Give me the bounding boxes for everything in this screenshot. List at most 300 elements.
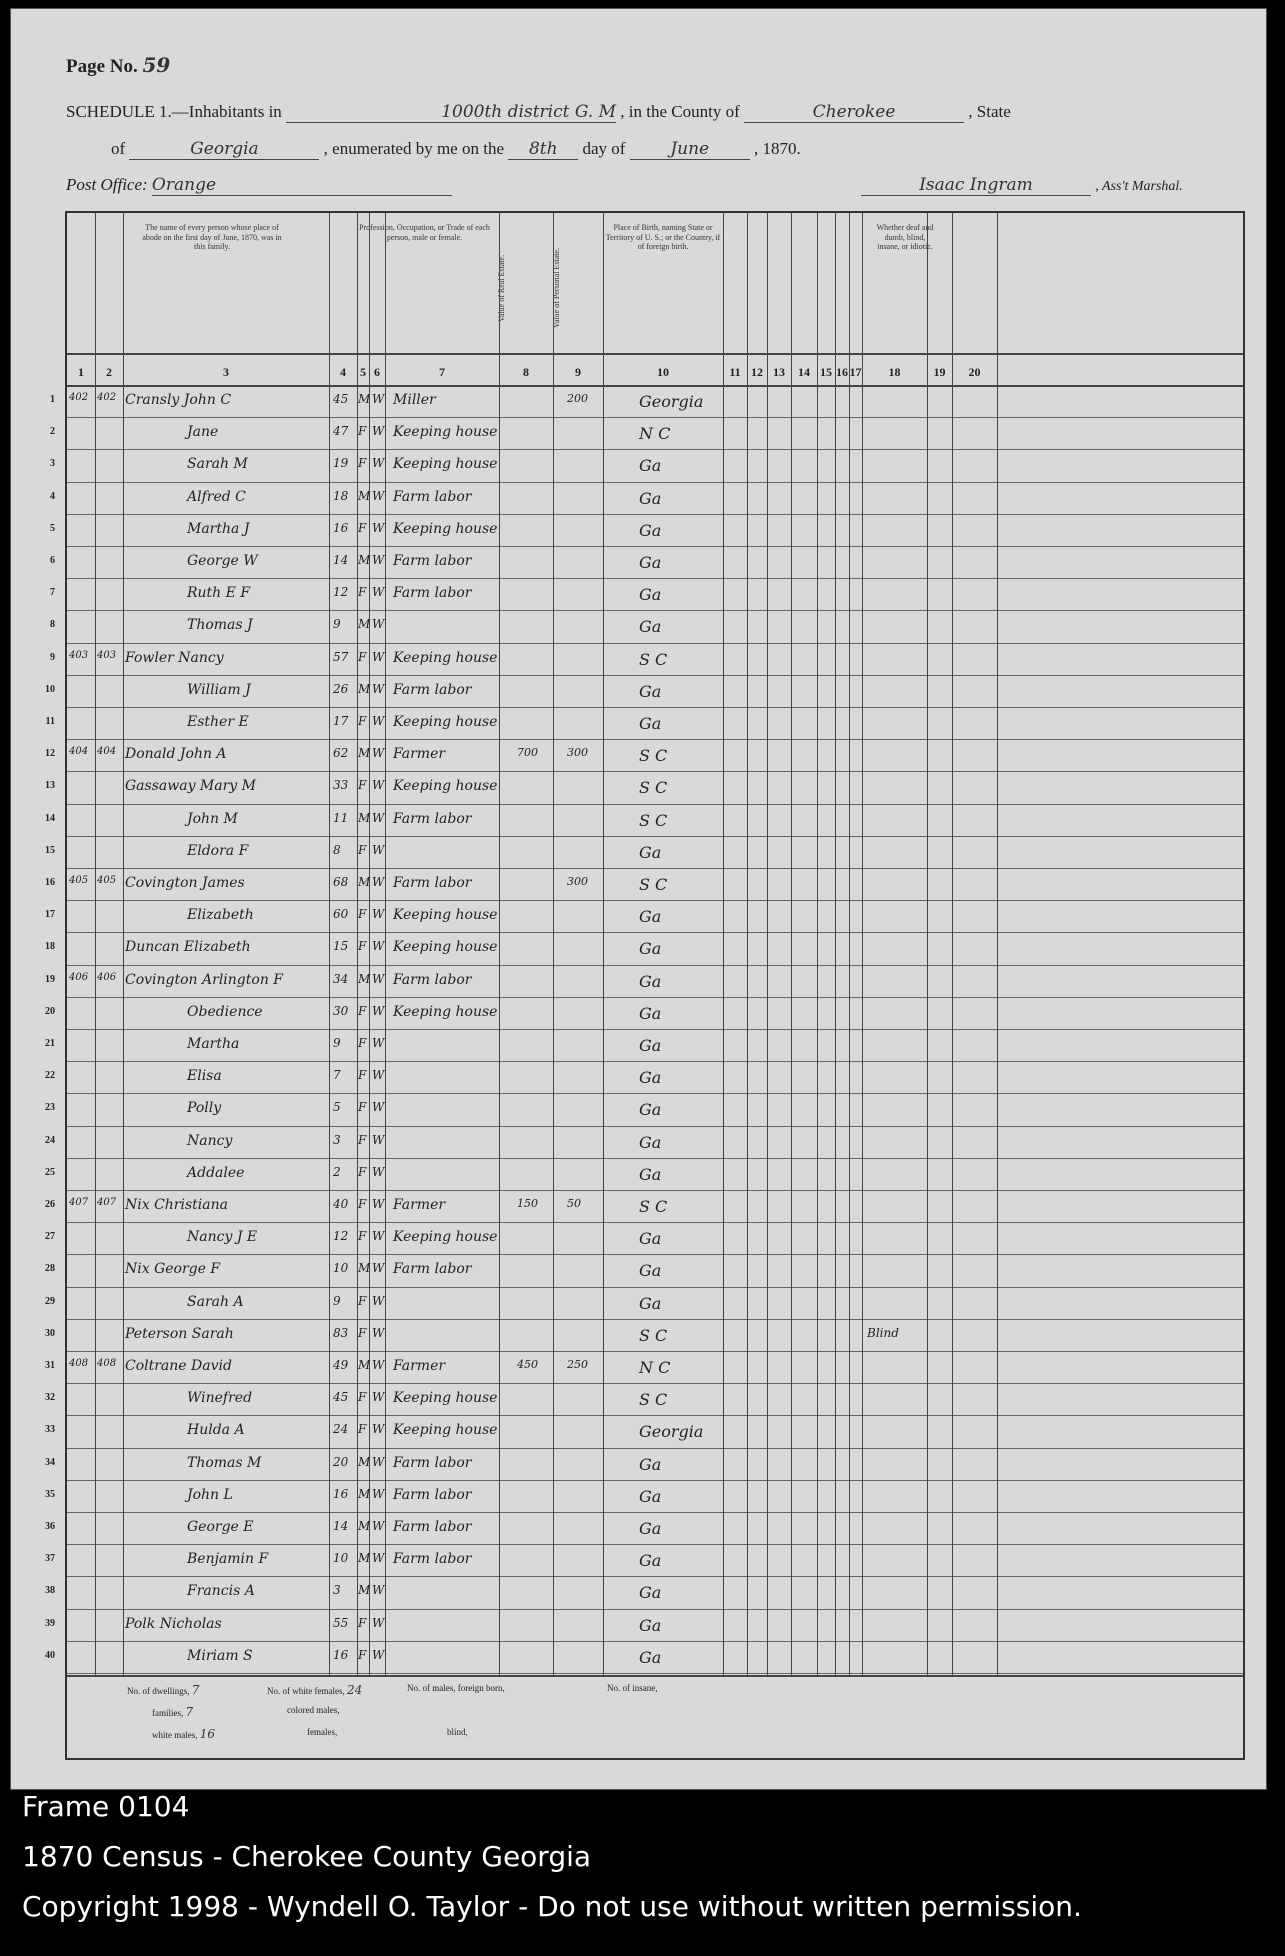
person-name: Fowler Nancy	[125, 649, 224, 666]
row-number: 11	[45, 716, 55, 727]
age-value: 12	[333, 1229, 349, 1244]
birthplace-value: Ga	[639, 714, 662, 733]
row-number: 17	[45, 909, 55, 921]
color-value: W	[372, 1358, 385, 1372]
age-value: 5	[333, 1100, 341, 1115]
person-name: Benjamin F	[187, 1551, 269, 1568]
color-value: W	[372, 456, 385, 471]
row-number: 30	[45, 1327, 55, 1339]
row-rule	[67, 997, 1243, 998]
age-value: 7	[333, 1068, 341, 1083]
person-name: Thomas J	[187, 617, 253, 634]
day-value: 8th	[508, 139, 578, 160]
sex-value: F	[358, 1422, 367, 1437]
column-divider	[603, 213, 604, 1675]
person-name: Nix George F	[125, 1261, 221, 1278]
post-office-line	[66, 175, 452, 196]
sex-value: M	[358, 1486, 371, 1501]
person-name: Miriam S	[187, 1647, 253, 1664]
row-rule	[67, 836, 1243, 837]
row-rule	[67, 514, 1243, 515]
age-value: 62	[333, 746, 349, 761]
row-number: 21	[45, 1038, 55, 1049]
sex-value: F	[358, 1100, 367, 1115]
age-value: 2	[333, 1164, 341, 1179]
family-number: 407	[97, 1197, 117, 1208]
occupation-value: Farm labor	[393, 1519, 472, 1535]
family-number: 402	[97, 392, 117, 403]
sex-value: M	[358, 1519, 371, 1533]
occupation-value: Farm labor	[393, 810, 472, 827]
birthplace-value: S C	[639, 875, 668, 894]
color-value: W	[372, 1036, 385, 1050]
row-rule	[67, 1480, 1243, 1481]
row-rule	[67, 1126, 1243, 1127]
row-rule	[67, 1319, 1243, 1320]
birthplace-value: Ga	[639, 1003, 662, 1023]
row-rule	[67, 1512, 1243, 1513]
census-sheet	[10, 8, 1267, 1790]
row-number: 29	[45, 1295, 55, 1307]
row-rule	[67, 900, 1243, 901]
occupation-value: Farmer	[393, 1197, 446, 1213]
age-value: 3	[333, 1132, 341, 1147]
row-number: 39	[45, 1617, 55, 1629]
person-name: Covington Arlington F	[125, 971, 283, 988]
row-number: 31	[45, 1360, 55, 1371]
occupation-value: Keeping house	[393, 1390, 498, 1407]
age-value: 10	[333, 1551, 349, 1566]
sex-value: M	[358, 1583, 371, 1598]
birthplace-value: N C	[639, 1358, 671, 1377]
sex-value: F	[358, 1132, 367, 1147]
sex-value: F	[358, 1229, 367, 1244]
column-divider	[849, 213, 850, 1675]
column-divider	[723, 213, 724, 1675]
birthplace-value: S C	[639, 810, 668, 830]
occupation-value: Farmer	[393, 746, 446, 763]
sex-value: M	[358, 1261, 371, 1276]
census-caption: 1870 Census - Cherokee County Georgia	[22, 1840, 592, 1873]
row-rule	[67, 739, 1243, 740]
person-name: Duncan Elizabeth	[125, 939, 251, 956]
sex-value: F	[358, 1164, 367, 1179]
row-number: 13	[45, 780, 55, 792]
person-name: George E	[187, 1519, 254, 1535]
age-value: 57	[333, 649, 349, 664]
row-rule	[67, 707, 1243, 708]
row-rule	[67, 1351, 1243, 1352]
row-rule	[67, 1383, 1243, 1384]
birthplace-value: Georgia	[639, 1422, 704, 1442]
column-number: 17	[849, 365, 862, 379]
color-value: W	[372, 746, 385, 761]
row-rule	[67, 1287, 1243, 1288]
white-males-total	[152, 1727, 215, 1741]
county-value: Cherokee	[744, 102, 964, 123]
occupation-value: Keeping house	[393, 456, 498, 473]
age-value: 60	[333, 907, 349, 922]
sex-value: F	[358, 714, 367, 728]
person-name: William J	[187, 681, 251, 698]
personal-estate-value: 300	[567, 875, 588, 888]
column-divider	[385, 213, 386, 1675]
dwelling-number: 403	[69, 649, 89, 661]
birthplace-value: S C	[639, 1390, 668, 1410]
color-value: W	[372, 424, 385, 439]
row-number: 38	[45, 1585, 55, 1597]
birthplace-value: Ga	[639, 1164, 662, 1184]
age-value: 40	[333, 1197, 349, 1211]
sex-value: F	[358, 585, 367, 600]
row-rule	[67, 1093, 1243, 1094]
column-divider	[817, 213, 818, 1675]
birthplace-value: Ga	[639, 1068, 662, 1088]
column-divider	[997, 213, 998, 1675]
age-value: 18	[333, 488, 349, 503]
blind-label: blind,	[447, 1727, 468, 1737]
color-value: W	[372, 585, 385, 600]
person-name: Gassaway Mary M	[125, 778, 257, 795]
row-number: 18	[45, 941, 55, 953]
age-value: 16	[333, 1647, 349, 1662]
birthplace-value: S C	[639, 1197, 668, 1216]
age-value: 45	[333, 1390, 349, 1405]
row-number: 36	[45, 1521, 55, 1532]
color-value: W	[372, 1615, 385, 1630]
birthplace-value: Ga	[639, 971, 662, 991]
county-label: , in the County of	[620, 102, 740, 121]
color-value: W	[372, 488, 385, 503]
dwellings-total	[127, 1683, 199, 1697]
birthplace-value: Ga	[639, 1615, 662, 1635]
birthplace-value: Georgia	[639, 392, 704, 411]
occupation-value: Farm labor	[393, 875, 472, 891]
color-value: W	[372, 1422, 385, 1437]
row-rule	[67, 965, 1243, 966]
birthplace-value: Ga	[639, 553, 662, 572]
age-value: 14	[333, 1519, 349, 1533]
row-number: 22	[45, 1070, 55, 1082]
color-value: W	[372, 1100, 385, 1115]
row-number: 23	[45, 1102, 55, 1114]
color-value: W	[372, 553, 385, 567]
real-estate-value: 700	[517, 746, 538, 760]
row-number: 27	[45, 1231, 55, 1243]
person-name: Donald John A	[125, 746, 227, 763]
color-value: W	[372, 971, 385, 986]
marshal-suffix: , Ass't Marshal.	[1095, 179, 1183, 194]
family-number: 405	[97, 875, 117, 886]
row-number: 15	[45, 844, 55, 856]
sex-value: F	[358, 1068, 367, 1083]
frame-caption: Frame 0104	[22, 1790, 190, 1823]
column-number: 14	[798, 365, 810, 379]
column-divider	[927, 213, 928, 1675]
row-number: 35	[45, 1488, 55, 1500]
column-number: 20	[968, 365, 981, 379]
birthplace-value: Ga	[639, 1647, 662, 1667]
birthplace-value: Ga	[639, 1551, 662, 1571]
row-number: 7	[50, 587, 55, 599]
birthplace-value: S C	[639, 746, 668, 766]
row-number: 20	[45, 1005, 55, 1017]
post-office-label: Post Office:	[66, 175, 148, 194]
color-value: W	[372, 1486, 385, 1501]
sex-value: F	[358, 1325, 367, 1340]
sex-value: F	[358, 1615, 367, 1630]
occupation-value: Farm labor	[393, 553, 472, 569]
birthplace-value: Ga	[639, 1036, 662, 1055]
row-number: 26	[45, 1199, 55, 1210]
dwelling-number: 405	[69, 875, 89, 886]
row-rule	[67, 1609, 1243, 1610]
age-value: 47	[333, 424, 349, 439]
age-value: 45	[333, 392, 349, 406]
district-value: 1000th district G. M	[286, 102, 616, 123]
occupation-value: Keeping house	[393, 1003, 498, 1020]
occupation-value: Keeping house	[393, 520, 498, 537]
header-rule	[67, 353, 1243, 355]
person-name: Addalee	[187, 1164, 245, 1181]
color-value: W	[372, 939, 385, 954]
age-value: 24	[333, 1422, 349, 1437]
age-value: 16	[333, 520, 349, 535]
birthplace-value: S C	[639, 649, 668, 669]
row-rule	[67, 1415, 1243, 1416]
real-estate-value: 450	[517, 1358, 538, 1371]
column-number: 4	[340, 365, 346, 379]
personal-estate-value: 250	[567, 1358, 588, 1371]
color-value: W	[372, 1390, 385, 1405]
birthplace-column-header: Place of Birth, naming State or Territory of U. S.; or the Country, if of foreign birth.	[605, 223, 721, 252]
families-label: families,	[152, 1708, 184, 1718]
enumeration-line	[111, 139, 801, 160]
sex-value: M	[358, 1551, 371, 1566]
row-rule	[67, 1190, 1243, 1191]
color-value: W	[372, 875, 385, 889]
person-name: George W	[187, 553, 258, 569]
row-rule	[67, 1254, 1243, 1255]
color-value: W	[372, 1325, 385, 1340]
color-value: W	[372, 1164, 385, 1179]
occupation-value: Keeping house	[393, 939, 498, 956]
occupation-value: Farm labor	[393, 1486, 472, 1503]
white-females-label: No. of white females,	[267, 1686, 345, 1696]
foreign-born-label: No. of males, foreign born,	[407, 1683, 505, 1693]
row-number: 28	[45, 1263, 55, 1275]
person-name: Nancy	[187, 1132, 233, 1149]
row-number: 6	[50, 555, 55, 566]
column-number: 1	[78, 365, 84, 379]
age-value: 9	[333, 1293, 341, 1308]
row-rule	[67, 804, 1243, 805]
sex-value: F	[358, 424, 367, 439]
row-number: 32	[45, 1392, 55, 1404]
sex-value: F	[358, 1197, 367, 1211]
sex-value: F	[358, 520, 367, 535]
white-males-value: 16	[199, 1727, 216, 1741]
sex-value: F	[358, 1003, 367, 1018]
color-value: W	[372, 1551, 385, 1566]
row-number: 8	[50, 619, 55, 631]
sex-value: M	[358, 875, 371, 889]
sex-value: F	[358, 907, 367, 922]
state-value: Georgia	[129, 139, 319, 160]
color-value: W	[372, 1068, 385, 1083]
family-number: 408	[97, 1358, 117, 1369]
column-divider	[835, 213, 836, 1675]
personal-estate-column-header: Value of Personal Estate.	[552, 248, 561, 328]
age-value: 11	[333, 810, 349, 825]
person-name: Ruth E F	[187, 585, 251, 602]
age-value: 12	[333, 585, 349, 600]
state-label: , State	[968, 102, 1011, 121]
birthplace-value: Ga	[639, 617, 662, 637]
occupation-value: Keeping house	[393, 907, 498, 924]
color-value: W	[372, 520, 385, 535]
column-divider	[791, 213, 792, 1675]
person-name: Elizabeth	[187, 907, 254, 924]
color-value: W	[372, 1293, 385, 1308]
occupation-value: Farm labor	[393, 488, 472, 505]
birthplace-value: Ga	[639, 907, 662, 927]
colored-males-label: colored males,	[287, 1705, 340, 1715]
color-value: W	[372, 1229, 385, 1244]
birthplace-value: Ga	[639, 1229, 662, 1249]
column-number: 3	[223, 365, 229, 379]
age-value: 3	[333, 1583, 341, 1598]
person-name: Elisa	[187, 1068, 222, 1085]
color-value: W	[372, 1003, 385, 1018]
age-value: 10	[333, 1261, 349, 1276]
row-number: 34	[45, 1456, 55, 1468]
column-divider	[952, 213, 953, 1675]
column-divider	[499, 213, 500, 1675]
post-office-value: Orange	[152, 175, 452, 196]
row-rule	[67, 1029, 1243, 1030]
person-name: Francis A	[187, 1583, 255, 1600]
occupation-value: Farm labor	[393, 1551, 472, 1568]
dwellings-value: 7	[191, 1683, 200, 1697]
row-rule	[67, 675, 1243, 676]
sex-value: F	[358, 939, 367, 954]
sex-value: F	[358, 649, 367, 664]
birthplace-value: Ga	[639, 1486, 662, 1506]
row-number: 33	[45, 1424, 55, 1436]
person-name: Polk Nicholas	[125, 1615, 222, 1632]
name-column-header: The name of every person whose place of abode on the first day of June, 1870, was in this family.	[142, 223, 282, 252]
enumerated-label: , enumerated by me on the	[323, 139, 504, 158]
row-rule	[67, 868, 1243, 869]
month-value: June	[630, 139, 750, 160]
column-number: 7	[439, 365, 445, 379]
row-rule	[67, 610, 1243, 611]
color-value: W	[372, 1519, 385, 1533]
age-value: 30	[333, 1003, 349, 1018]
row-rule	[67, 643, 1243, 644]
age-value: 17	[333, 714, 349, 728]
birthplace-value: Ga	[639, 520, 662, 540]
person-name: Sarah M	[187, 456, 248, 473]
sex-value: M	[358, 553, 371, 567]
occupation-column-header: Profession, Occupation, or Trade of each person, male or female.	[359, 223, 490, 242]
person-name: Jane	[187, 424, 219, 441]
age-value: 9	[333, 617, 341, 632]
header-rule	[67, 1675, 1243, 1677]
birthplace-value: Ga	[639, 939, 662, 959]
column-number: 2	[106, 365, 112, 379]
year-label: , 1870.	[753, 139, 801, 158]
person-name: Cransly John C	[125, 392, 232, 408]
age-value: 19	[333, 456, 349, 471]
birthplace-value: Ga	[639, 456, 662, 476]
column-number: 18	[888, 365, 901, 379]
column-divider	[123, 213, 124, 1675]
day-label: day of	[582, 139, 626, 158]
birthplace-value: Ga	[639, 1454, 662, 1474]
deaf-column-header: Whether deaf and dumb, blind, insane, or idiotic.	[876, 223, 934, 252]
row-number: 24	[45, 1134, 55, 1146]
marshal-value: Isaac Ingram	[861, 175, 1091, 196]
birthplace-value: Ga	[639, 488, 662, 508]
birthplace-value: Ga	[639, 1293, 662, 1313]
insane-label: No. of insane,	[607, 1683, 658, 1693]
row-number: 4	[50, 490, 55, 502]
sex-value: F	[358, 842, 367, 857]
column-number: 10	[657, 365, 669, 379]
person-name: Winefred	[187, 1390, 253, 1407]
row-number: 19	[45, 973, 55, 985]
row-rule	[67, 449, 1243, 450]
sex-value: M	[358, 1358, 371, 1372]
row-rule	[67, 1544, 1243, 1545]
column-divider	[357, 213, 358, 1675]
person-name: Esther E	[187, 714, 249, 730]
row-number: 3	[50, 458, 55, 470]
age-value: 20	[333, 1454, 349, 1469]
occupation-value: Keeping house	[393, 1422, 498, 1439]
row-number: 14	[45, 812, 55, 824]
white-females-value: 24	[346, 1683, 363, 1697]
personal-estate-value: 200	[567, 392, 588, 405]
white-females-total	[267, 1683, 362, 1697]
column-number: 12	[751, 365, 763, 379]
color-value: W	[372, 617, 385, 632]
age-value: 55	[333, 1615, 349, 1630]
row-number: 25	[45, 1166, 55, 1178]
occupation-value: Keeping house	[393, 778, 498, 795]
person-name: Alfred C	[187, 488, 246, 505]
schedule-label: SCHEDULE 1.—Inhabitants in	[66, 102, 282, 121]
row-rule	[67, 1222, 1243, 1223]
color-value: W	[372, 778, 385, 793]
row-rule	[67, 1158, 1243, 1159]
marshal-line	[861, 175, 1183, 196]
occupation-value: Keeping house	[393, 424, 498, 441]
birthplace-value: N C	[639, 424, 671, 444]
age-value: 83	[333, 1325, 349, 1340]
color-value: W	[372, 392, 385, 406]
person-name: Thomas M	[187, 1454, 262, 1471]
real-estate-value: 150	[517, 1197, 538, 1210]
occupation-value: Farm labor	[393, 1261, 472, 1278]
sex-value: M	[358, 617, 371, 632]
column-divider	[747, 213, 748, 1675]
color-value: W	[372, 842, 385, 857]
person-name: Martha J	[187, 520, 250, 537]
occupation-value: Keeping house	[393, 1229, 498, 1246]
